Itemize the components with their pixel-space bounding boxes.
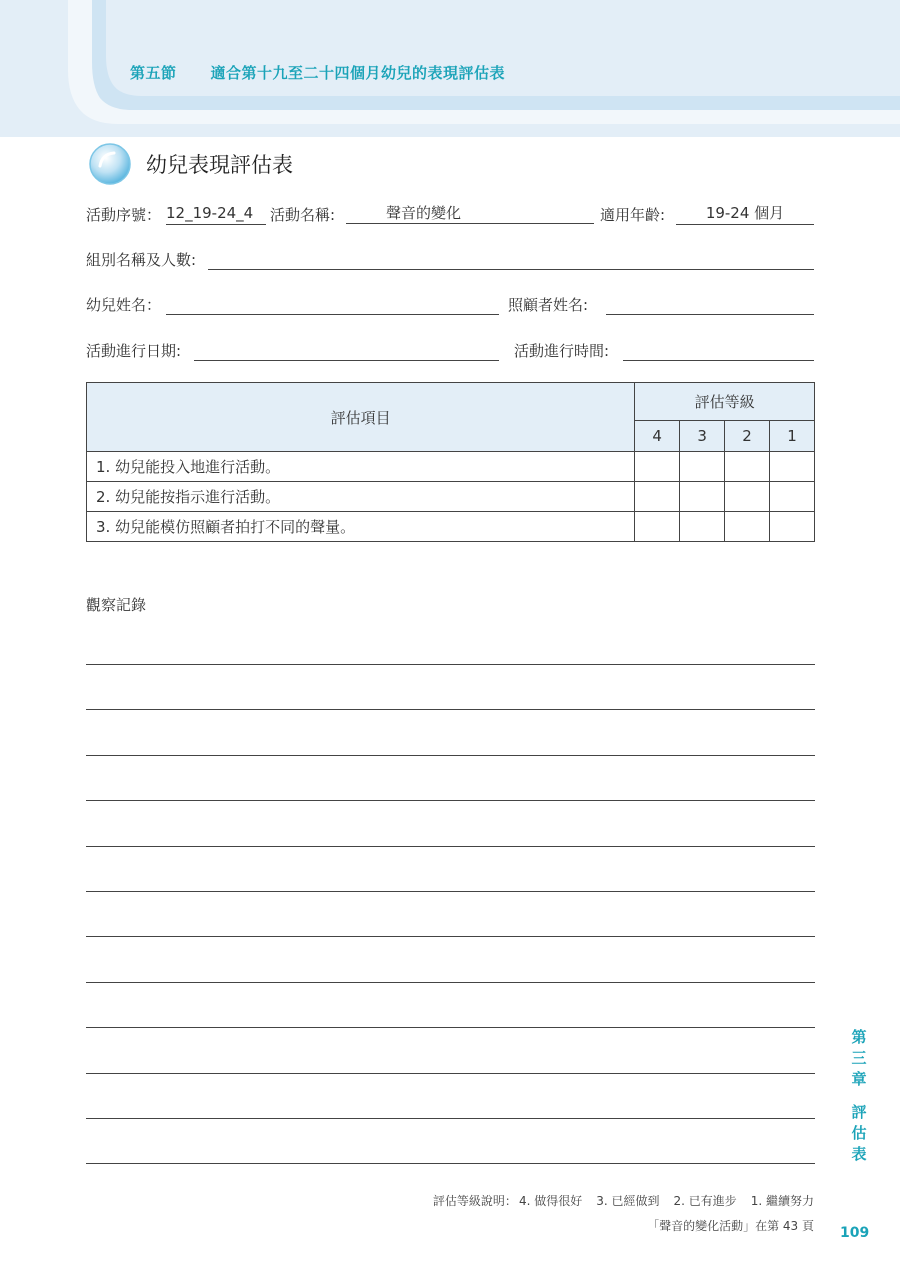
observation-line[interactable] (86, 664, 815, 665)
observation-line[interactable] (86, 1163, 815, 1164)
carer-name-label: 照顧者姓名: (508, 296, 589, 314)
grade-cell[interactable] (770, 452, 815, 482)
page-number: 109 (840, 1225, 870, 1241)
topic-char: 評 (851, 1103, 867, 1121)
activity-info-row (86, 202, 814, 228)
group-field[interactable] (208, 247, 814, 270)
activity-name-field[interactable]: 聲音的變化 (346, 202, 594, 224)
evaluation-table (86, 382, 815, 542)
form-title: 幼兒表現評估表 (146, 153, 293, 177)
eval-item: 2. 幼兒能按指示進行活動。 (87, 482, 635, 512)
names-row (86, 292, 814, 318)
level-header: 4 (635, 420, 680, 451)
grade-cell[interactable] (635, 452, 680, 482)
observation-line[interactable] (86, 846, 815, 847)
carer-name-field[interactable] (606, 292, 814, 315)
grade-cell[interactable] (725, 482, 770, 512)
grade-cell[interactable] (725, 512, 770, 542)
grade-cell[interactable] (635, 512, 680, 542)
grade-cell[interactable] (680, 482, 725, 512)
table-row (87, 452, 815, 482)
observation-line[interactable] (86, 709, 815, 710)
eval-item: 1. 幼兒能投入地進行活動。 (87, 452, 635, 482)
bubble-icon (88, 142, 132, 186)
date-label: 活動進行日期: (86, 342, 182, 360)
grade-cell[interactable] (680, 452, 725, 482)
eval-item: 3. 幼兒能模仿照顧者拍打不同的聲量。 (87, 512, 635, 542)
observation-line[interactable] (86, 982, 815, 983)
item-header: 評估項目 (87, 383, 635, 452)
grade-legend (433, 1192, 814, 1209)
grade-header: 評估等級 (635, 383, 815, 421)
grade-cell[interactable] (770, 512, 815, 542)
grade-cell[interactable] (635, 482, 680, 512)
observation-title: 觀察記錄 (86, 596, 147, 614)
chapter-char: 三 (851, 1049, 867, 1067)
observation-line[interactable] (86, 1118, 815, 1119)
table-row (87, 482, 815, 512)
grade-cell[interactable] (680, 512, 725, 542)
level-header: 2 (725, 420, 770, 451)
grade-cell[interactable] (725, 452, 770, 482)
observation-line[interactable] (86, 800, 815, 801)
observation-line[interactable] (86, 1027, 815, 1028)
topic-char: 表 (851, 1145, 867, 1163)
legend-item: 3. 已經做到 (596, 1194, 660, 1208)
legend-item: 1. 繼續努力 (750, 1194, 814, 1208)
form-title-block (88, 142, 293, 186)
chapter-char: 第 (851, 1028, 867, 1046)
child-name-label: 幼兒姓名： (86, 296, 162, 314)
time-field[interactable] (623, 338, 814, 361)
child-name-field[interactable] (166, 292, 499, 315)
group-label: 組別名稱及人數: (86, 251, 197, 269)
observation-line[interactable] (86, 755, 815, 756)
observation-line[interactable] (86, 1073, 815, 1074)
legend-label: 評估等級說明： (432, 1194, 517, 1208)
datetime-row (86, 338, 814, 364)
section-heading (130, 62, 505, 83)
time-label: 活動進行時間: (514, 342, 610, 360)
group-row (86, 247, 814, 273)
section-number: 第五節 (130, 64, 177, 82)
level-header: 3 (680, 420, 725, 451)
activity-reference: 「聲音的變化活動」在第 43 頁 (647, 1219, 814, 1233)
chapter-char: 章 (851, 1070, 867, 1088)
date-field[interactable] (194, 338, 499, 361)
chapter-side-tab (846, 1027, 872, 1165)
legend-item: 4. 做得很好 (518, 1194, 583, 1208)
age-field[interactable]: 19-24 個月 (676, 202, 814, 225)
observation-line[interactable] (86, 936, 815, 937)
activity-no-label: 活動序號： (86, 206, 162, 224)
section-title: 適合第十九至二十四個月幼兒的表現評估表 (210, 64, 506, 82)
activity-no-field[interactable]: 12_19-24_4 (166, 202, 266, 225)
activity-name-label: 活動名稱: (270, 206, 336, 224)
table-row (87, 512, 815, 542)
age-label: 適用年齡: (600, 206, 666, 224)
grade-cell[interactable] (770, 482, 815, 512)
legend-item: 2. 已有進步 (673, 1194, 737, 1208)
observation-line[interactable] (86, 891, 815, 892)
level-header: 1 (770, 420, 815, 451)
topic-char: 估 (851, 1124, 867, 1142)
